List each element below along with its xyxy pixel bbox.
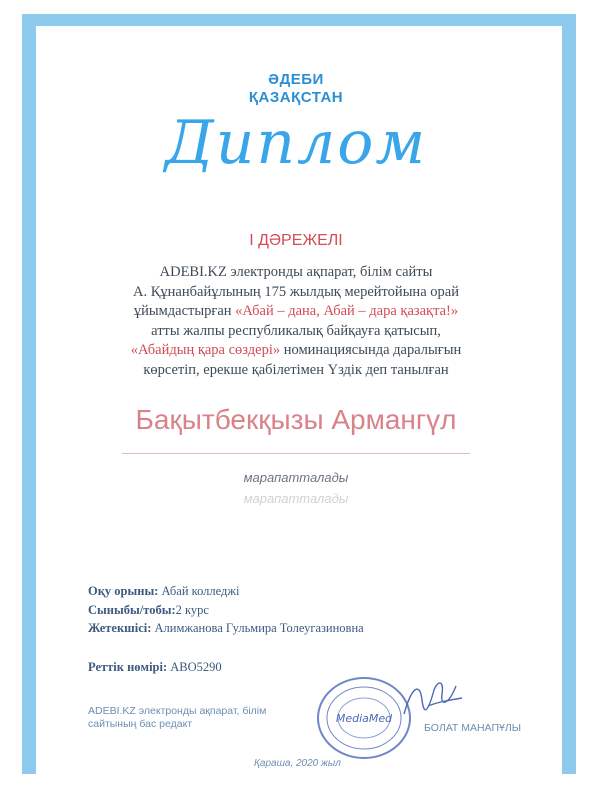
contest-name: «Абай – дана, Абай – дара қазақта!» — [235, 303, 459, 319]
body-line-1: ADEBI.KZ электронды ақпарат, білім сайты — [159, 264, 433, 280]
institution-value: Абай колледжі — [161, 584, 240, 598]
logo-line-2: ҚАЗАҚСТАН — [248, 89, 344, 106]
signature-icon — [398, 676, 468, 724]
editor-name: БОЛАТ МАНАПҰЛЫ — [424, 722, 522, 734]
registration-value: ABO5290 — [170, 660, 222, 674]
class-row — [88, 603, 209, 618]
body-line-5: «Абайдың қара сөздері» номинациясында даралығын — [130, 342, 462, 358]
registration-label: Реттік нөмірі: — [88, 660, 168, 674]
diploma-body-text — [60, 263, 532, 380]
winner-name: Бақытбекқызы Армангүл — [135, 404, 457, 435]
body-line-2: А. Құнанбайұлының 175 жылдық мерейтойына орай — [133, 283, 459, 300]
registration-row — [88, 660, 222, 675]
supervisor-row — [88, 621, 364, 636]
issue-date: Қараша, 2020 жыл — [254, 758, 341, 769]
diploma-title: Диплом — [164, 108, 428, 178]
nomination-name: «Абайдың қара сөздері» — [130, 342, 281, 358]
name-underline — [122, 453, 470, 454]
body-line-4: атты жалпы республикалық байқауға қатысып, — [151, 322, 441, 339]
logo-line-1: ӘДЕБИ — [268, 71, 324, 88]
institution-row — [88, 584, 239, 599]
stamp-label: MediaMed — [335, 712, 393, 725]
editor-title: ADEBI.KZ электронды ақпарат, білім сайтының бас редакт — [88, 705, 267, 730]
awarded-text: марапатталады — [243, 470, 349, 485]
class-label: Сыныбы/тобы: — [88, 603, 176, 617]
institution-label: Оқу орыны: — [88, 584, 159, 598]
awarded-text-shadow: марапатталады — [243, 491, 349, 506]
class-value: 2 курс — [175, 603, 209, 617]
supervisor-value: Алимжанова Гульмира Толеугазиновна — [154, 621, 364, 635]
body-line-6: көрсетіп, ерекше қабілетімен Үздік деп танылған — [143, 361, 449, 378]
body-line-3: ұйымдастырған «Абай – дана, Абай – дара қазақта!» — [133, 303, 459, 319]
degree-heading: I ДӘРЕЖЕЛІ — [249, 232, 343, 249]
supervisor-label: Жетекшісі: — [88, 621, 152, 635]
